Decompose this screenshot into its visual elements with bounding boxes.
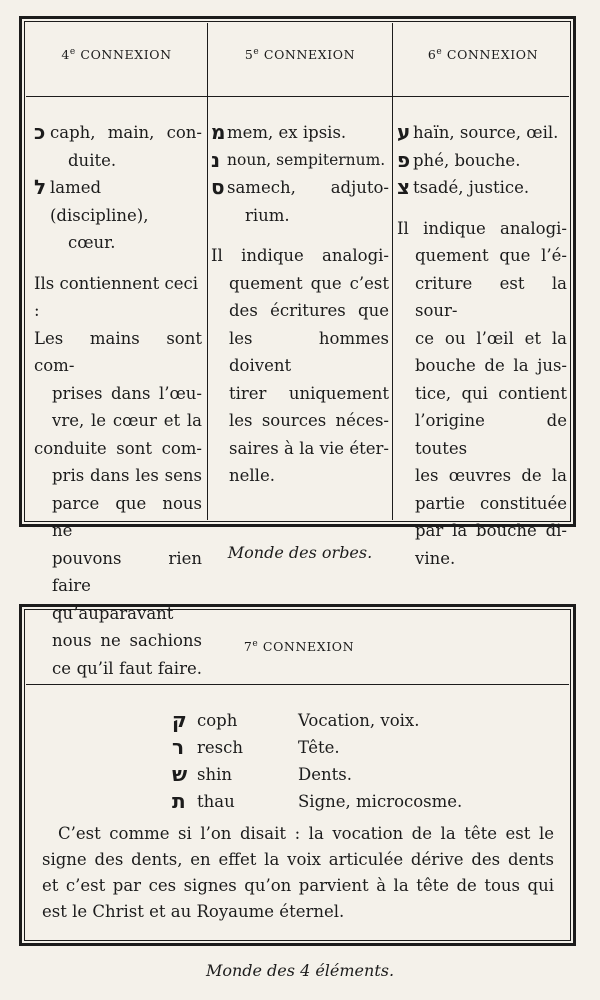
hebrew-letter: ק (172, 708, 187, 732)
column-header-5: 5e CONNEXION (244, 47, 356, 63)
column-header-7: 7e CONNEXION (243, 639, 355, 655)
column-header-4: 4e CONNEXION (61, 47, 172, 63)
hebrew-letter: מ (211, 120, 226, 144)
hebrew-letter: ע (397, 120, 411, 144)
hebrew-letter: נ (211, 147, 221, 172)
letter-entry-hain: ע haïn, source, œil. (397, 119, 567, 147)
column-header-6: 6e CONNEXION (427, 47, 539, 63)
column-4-content (34, 119, 202, 682)
letter-row-thau: ת thau Signe, microcosme. (172, 789, 463, 813)
column-6-content (397, 119, 567, 572)
letter-entry-phe: פ phé, bouche. (397, 147, 567, 175)
letter-entry-samech: ס samech, adjuto- rium. (211, 175, 389, 225)
column-divider (392, 23, 393, 520)
hebrew-letter: ת (172, 789, 186, 813)
hebrew-letter: ר (172, 735, 185, 759)
letter-row-coph: ק coph Vocation, voix. (172, 708, 420, 732)
hebrew-letter: ש (172, 762, 188, 786)
letter-row-shin: ש shin Dents. (172, 762, 352, 786)
letter-entry-mem: מ mem, ex ipsis. (211, 119, 389, 147)
letter-row-resch: ר resch Tête. (172, 735, 340, 759)
commentary-paragraph: Il indique analogi- quement que c’est des écritures que les hommes doivent tirer uniquement les sources néces- saires à la vie éter- nelle. (211, 246, 389, 485)
caption-monde-des-orbes: Monde des orbes. (227, 543, 373, 562)
header-divider (26, 96, 569, 97)
commentary-paragraph: Il indique analogi- quement que l’é- criture est la sour- ce ou l’œil et la bouche de la jus- tice, qui contient l’origine de toutes les œuvres de la partie constituée par la bouche di- vine. (397, 218, 567, 568)
hebrew-letter: פ (397, 147, 411, 172)
hebrew-letter: ל (34, 175, 47, 199)
header-divider (26, 684, 569, 685)
hebrew-letter: צ (397, 175, 411, 199)
letter-entry-caph: כ caph, main, con- duite. (34, 120, 202, 170)
hebrew-letter: ס (211, 175, 225, 199)
letter-entry-noun: נ noun, sempiternum. (211, 147, 389, 175)
hebrew-letter: כ (34, 120, 46, 144)
letter-entry-tsade: צ tsadé, justice. (397, 174, 567, 202)
commentary-paragraph: Ils contiennent ceci : Les mains sont com- prises dans l’œu- vre, le cœur et la conduite sont com- pris dans les sens parce que nous ne pouvons rien faire qu’auparavant nous ne sachions ce qu’il faut faire. (34, 273, 202, 678)
column-divider (207, 23, 208, 520)
column-5-content (211, 119, 389, 490)
letters-list (172, 707, 572, 815)
commentary-paragraph-7: C’est comme si l’on disait : la vocation de la tête est le signe des dents, en effet la voix articulée dérive des dents et c’est par ces signes qu’on parvient à la tête de tous qui est le Christ et au Royaume éternel. (42, 824, 554, 921)
letter-entry-lamed: ל lamed (discipline), cœur. (34, 175, 149, 252)
caption-monde-des-4-elements: Monde des 4 éléments. (205, 961, 395, 980)
